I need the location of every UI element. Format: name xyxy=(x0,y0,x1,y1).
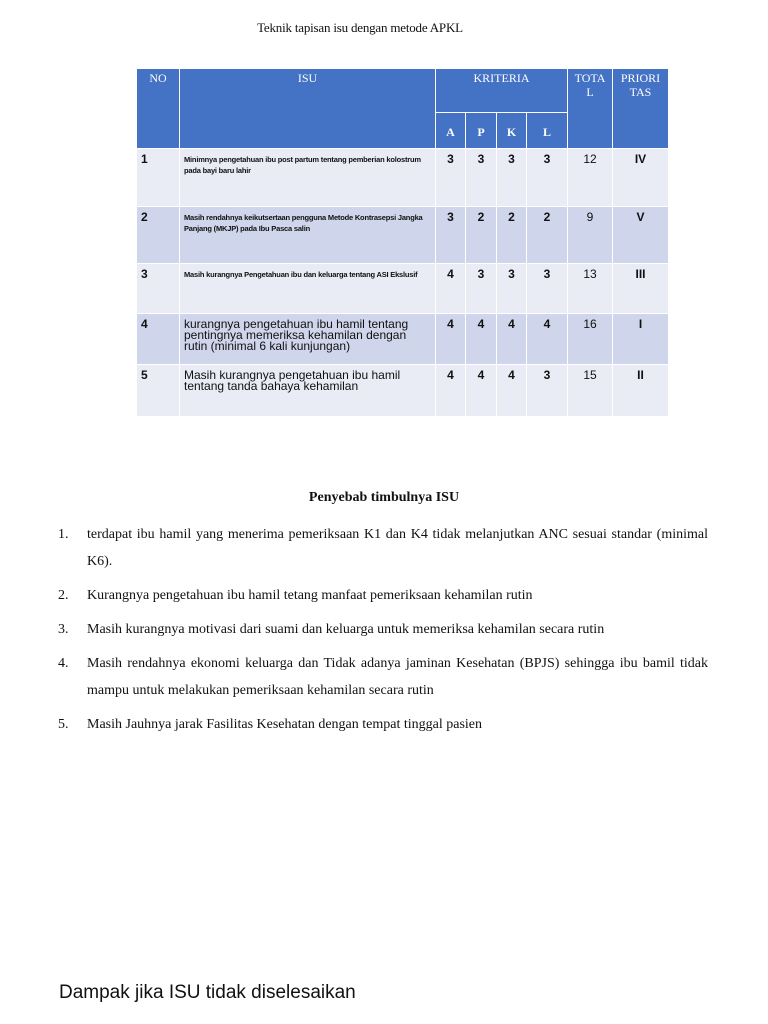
list-item xyxy=(58,521,708,575)
cell-prioritas: I xyxy=(613,314,669,365)
list-item xyxy=(58,711,708,738)
header-l: L xyxy=(527,113,568,149)
cell-l: 3 xyxy=(527,264,568,314)
table-row xyxy=(137,207,669,264)
cell-no: 2 xyxy=(137,207,180,264)
cell-total: 13 xyxy=(568,264,613,314)
cell-prioritas: IV xyxy=(613,149,669,207)
cell-total: 15 xyxy=(568,365,613,417)
cell-l: 3 xyxy=(527,149,568,207)
header-kriteria: KRITERIA xyxy=(436,69,568,113)
header-no: NO xyxy=(137,69,180,149)
cell-total: 16 xyxy=(568,314,613,365)
cell-a: 4 xyxy=(436,264,466,314)
cell-a: 4 xyxy=(436,314,466,365)
list-number: 4. xyxy=(58,656,69,671)
cell-prioritas: III xyxy=(613,264,669,314)
list-text: Kurangnya pengetahuan ibu hamil tetang manfaat pemeriksaan kehamilan rutin xyxy=(87,588,533,603)
cell-no: 1 xyxy=(137,149,180,207)
list-text: Masih Jauhnya jarak Fasilitas Kesehatan dengan tempat tinggal pasien xyxy=(87,717,483,732)
apkl-table xyxy=(136,68,669,417)
cell-a: 4 xyxy=(436,365,466,417)
cell-p: 4 xyxy=(466,365,497,417)
list-text: Masih rendahnya ekonomi keluarga dan Tidak adanya jaminan Kesehatan (BPJS) sehingga ibu bamil tidak mampu untuk melakukan pemeriksaan kehamilan secara rutin xyxy=(87,656,708,698)
cell-total: 12 xyxy=(568,149,613,207)
list-number: 3. xyxy=(58,622,69,637)
table-row xyxy=(137,149,669,207)
list-number: 1. xyxy=(58,527,69,542)
header-prioritas: PRIORI TAS xyxy=(613,69,669,149)
table-row xyxy=(137,314,669,365)
cell-isu: Masih kurangnya Pengetahuan ibu dan keluarga tentang ASI Ekslusif xyxy=(180,264,436,314)
list-item xyxy=(58,582,708,609)
list-text: terdapat ibu hamil yang menerima pemeriksaan K1 dan K4 tidak melanjutkan ANC sesuai standar (minimal K6). xyxy=(87,527,708,569)
cell-k: 4 xyxy=(497,314,527,365)
cell-a: 3 xyxy=(436,149,466,207)
cell-k: 4 xyxy=(497,365,527,417)
cell-p: 4 xyxy=(466,314,497,365)
cell-total: 9 xyxy=(568,207,613,264)
causes-list xyxy=(58,521,708,745)
cell-no: 4 xyxy=(137,314,180,365)
cell-prioritas: II xyxy=(613,365,669,417)
cell-isu: kurangnya pengetahuan ibu hamil tentang pentingnya memeriksa kehamilan dengan rutin (minimal 6 kali kunjungan) xyxy=(180,314,436,365)
bottom-heading: Dampak jika ISU tidak diselesaikan xyxy=(59,982,356,1003)
section-heading: Penyebab timbulnya ISU xyxy=(308,490,460,505)
list-number: 2. xyxy=(58,588,69,603)
header-total: TOTA L xyxy=(568,69,613,149)
cell-isu: Masih rendahnya keikutsertaan pengguna Metode Kontrasepsi Jangka Panjang (MKJP) pada Ibu Pasca salin xyxy=(180,207,436,264)
header-isu: ISU xyxy=(180,69,436,149)
cell-a: 3 xyxy=(436,207,466,264)
table-row xyxy=(137,264,669,314)
cell-l: 4 xyxy=(527,314,568,365)
cell-p: 2 xyxy=(466,207,497,264)
header-p: P xyxy=(466,113,497,149)
header-a: A xyxy=(436,113,466,149)
cell-isu: Masih kurangnya pengetahuan ibu hamil tentang tanda bahaya kehamilan xyxy=(180,365,436,417)
list-number: 5. xyxy=(58,717,69,732)
list-item xyxy=(58,650,708,704)
list-text: Masih kurangnya motivasi dari suami dan keluarga untuk memeriksa kehamilan secara rutin xyxy=(87,622,605,637)
cell-k: 2 xyxy=(497,207,527,264)
cell-isu: Minimnya pengetahuan ibu post partum tentang pemberian kolostrum pada bayi baru lahir xyxy=(180,149,436,207)
header-k: K xyxy=(497,113,527,149)
cell-prioritas: V xyxy=(613,207,669,264)
cell-k: 3 xyxy=(497,149,527,207)
cell-k: 3 xyxy=(497,264,527,314)
cell-l: 3 xyxy=(527,365,568,417)
table-caption: Teknik tapisan isu dengan metode APKL xyxy=(257,20,463,35)
cell-no: 3 xyxy=(137,264,180,314)
cell-l: 2 xyxy=(527,207,568,264)
cell-no: 5 xyxy=(137,365,180,417)
table-row xyxy=(137,365,669,417)
cell-p: 3 xyxy=(466,149,497,207)
list-item xyxy=(58,616,708,643)
cell-p: 3 xyxy=(466,264,497,314)
